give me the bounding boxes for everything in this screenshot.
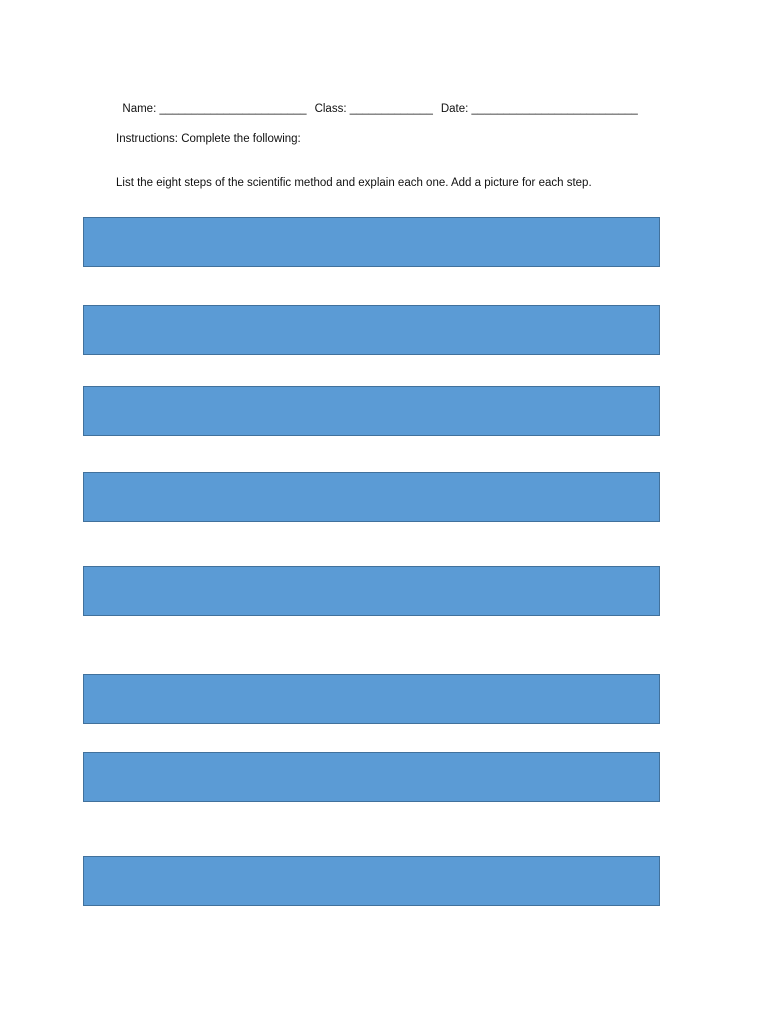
- instructions-text: Instructions: Complete the following:: [116, 133, 301, 145]
- name-field-label: Name: _______________________: [122, 103, 307, 115]
- answer-box-6: [83, 674, 660, 724]
- header-line: [116, 88, 638, 116]
- date-field-label: Date: __________________________: [440, 103, 638, 115]
- answer-box-1: [83, 217, 660, 267]
- task-text: List the eight steps of the scientific method and explain each one. Add a picture for each step.: [116, 177, 592, 189]
- answer-box-3: [83, 386, 660, 436]
- class-field-label: Class: _____________: [314, 103, 433, 115]
- answer-box-4: [83, 472, 660, 522]
- answer-box-5: [83, 566, 660, 616]
- answer-box-2: [83, 305, 660, 355]
- answer-box-7: [83, 752, 660, 802]
- answer-box-8: [83, 856, 660, 906]
